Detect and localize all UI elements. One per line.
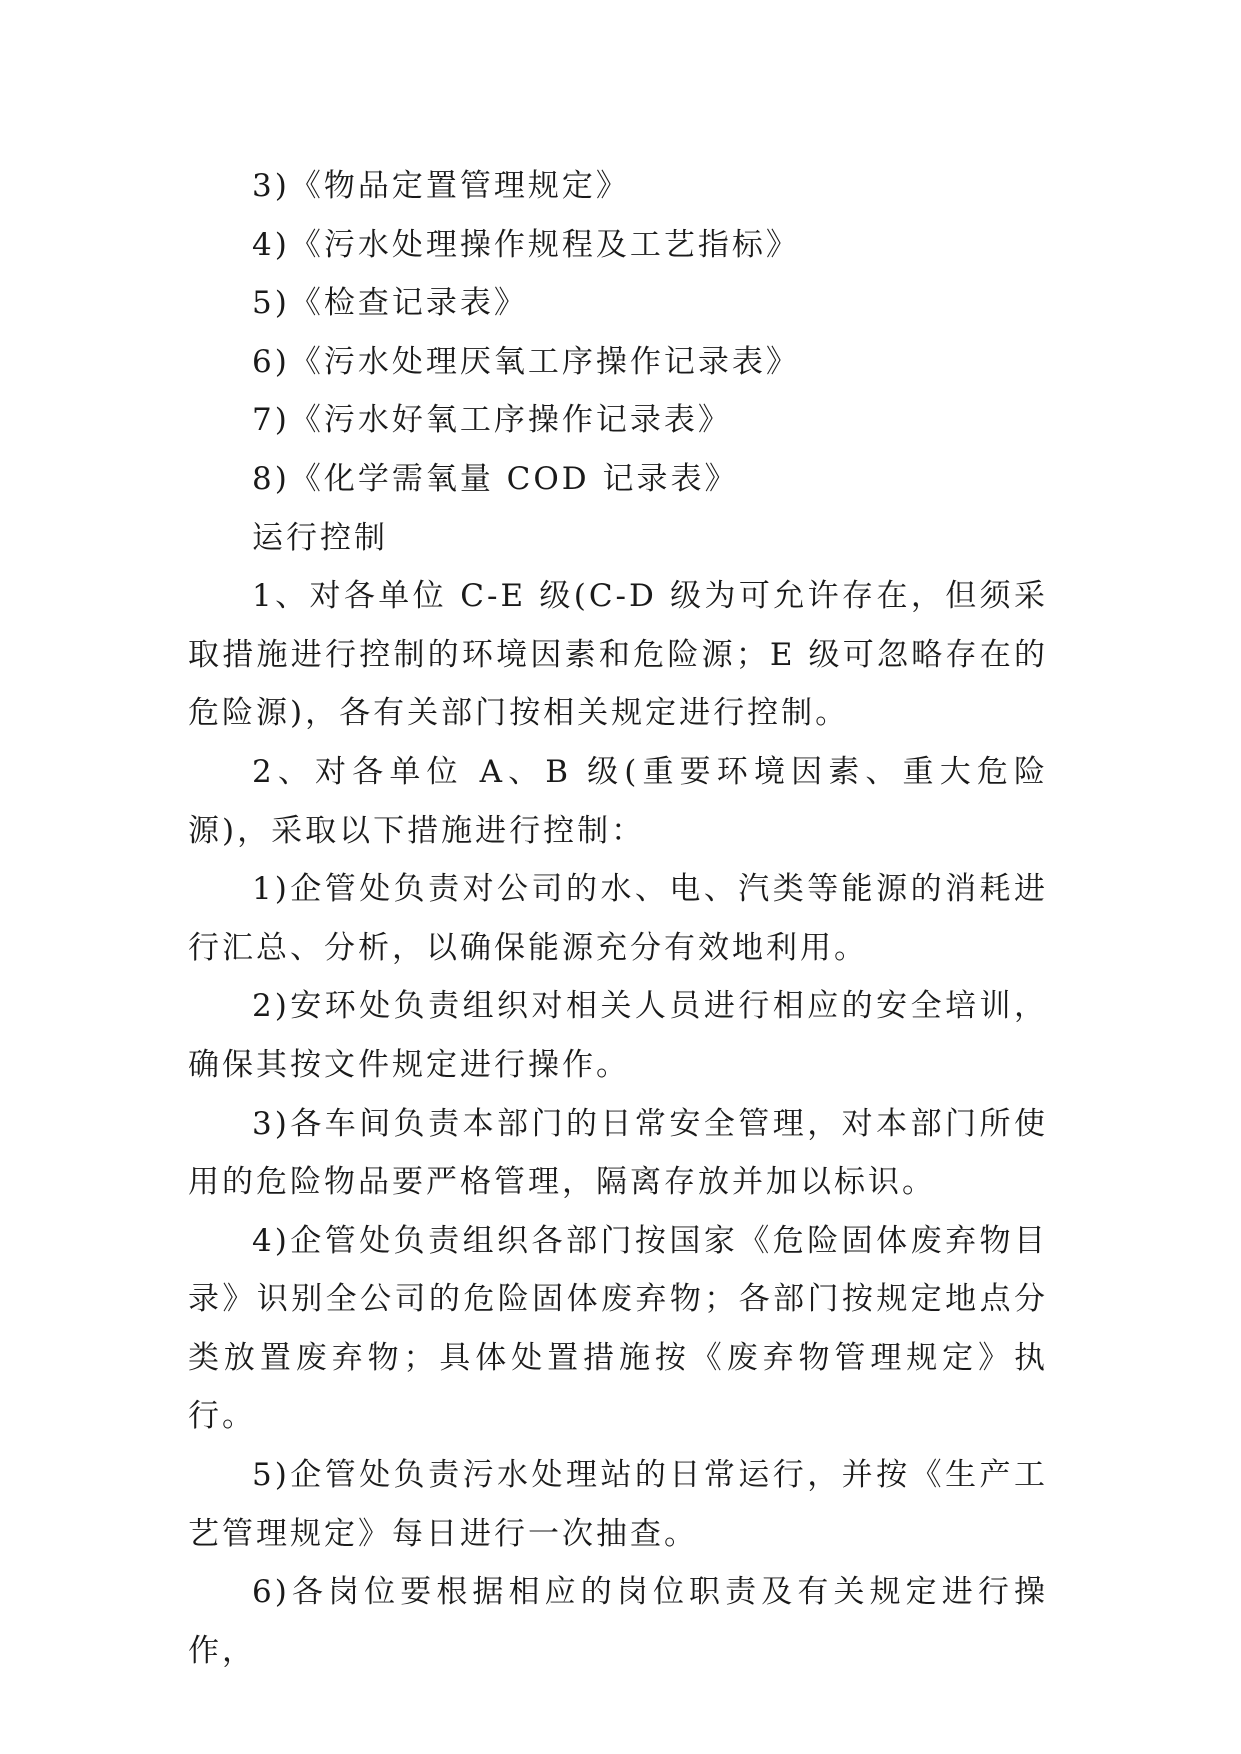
paragraph: 1)企管处负责对公司的水、电、汽类等能源的消耗进行汇总、分析，以确保能源充分有效地利用。 (188, 871, 1048, 966)
list-item: 3)《物品定置管理规定》 (252, 168, 630, 204)
list-item: 6)《污水处理厌氧工序操作记录表》 (252, 343, 800, 380)
list-item: 7)《污水好氧工序操作记录表》 (252, 402, 732, 439)
list-item: 5)《检查记录表》 (252, 285, 528, 322)
paragraph: 1、对各单位 C-E 级(C-D 级为可允许存在，但须采取措施进行控制的环境因素和危险源；E 级可忽略存在的危险源)，各有关部门按相关规定进行控制。 (188, 578, 1048, 732)
document-body (188, 157, 1048, 1680)
section-heading: 运行控制 (252, 519, 388, 556)
paragraph: 4)企管处负责组织各部门按国家《危险固体废弃物目录》识别全公司的危险固体废弃物；各部门按规定地点分类放置废弃物；具体处置措施按《废弃物管理规定》执行。 (188, 1222, 1048, 1435)
paragraph: 6)各岗位要根据相应的岗位职责及有关规定进行操作， (188, 1574, 1048, 1669)
list-item: 4)《污水处理操作规程及工艺指标》 (252, 226, 800, 263)
paragraph: 3)各车间负责本部门的日常安全管理，对本部门所使用的危险物品要严格管理，隔离存放并加以标识。 (188, 1105, 1048, 1201)
list-item: 8)《化学需氧量 COD 记录表》 (252, 460, 739, 497)
paragraph: 5)企管处负责污水处理站的日常运行，并按《生产工艺管理规定》每日进行一次抽查。 (188, 1457, 1048, 1552)
paragraph: 2、对各单位 A、B 级(重要环境因素、重大危险源)，采取以下措施进行控制： (188, 753, 1048, 849)
paragraph: 2)安环处负责组织对相关人员进行相应的安全培训，确保其按文件规定进行操作。 (188, 988, 1048, 1083)
